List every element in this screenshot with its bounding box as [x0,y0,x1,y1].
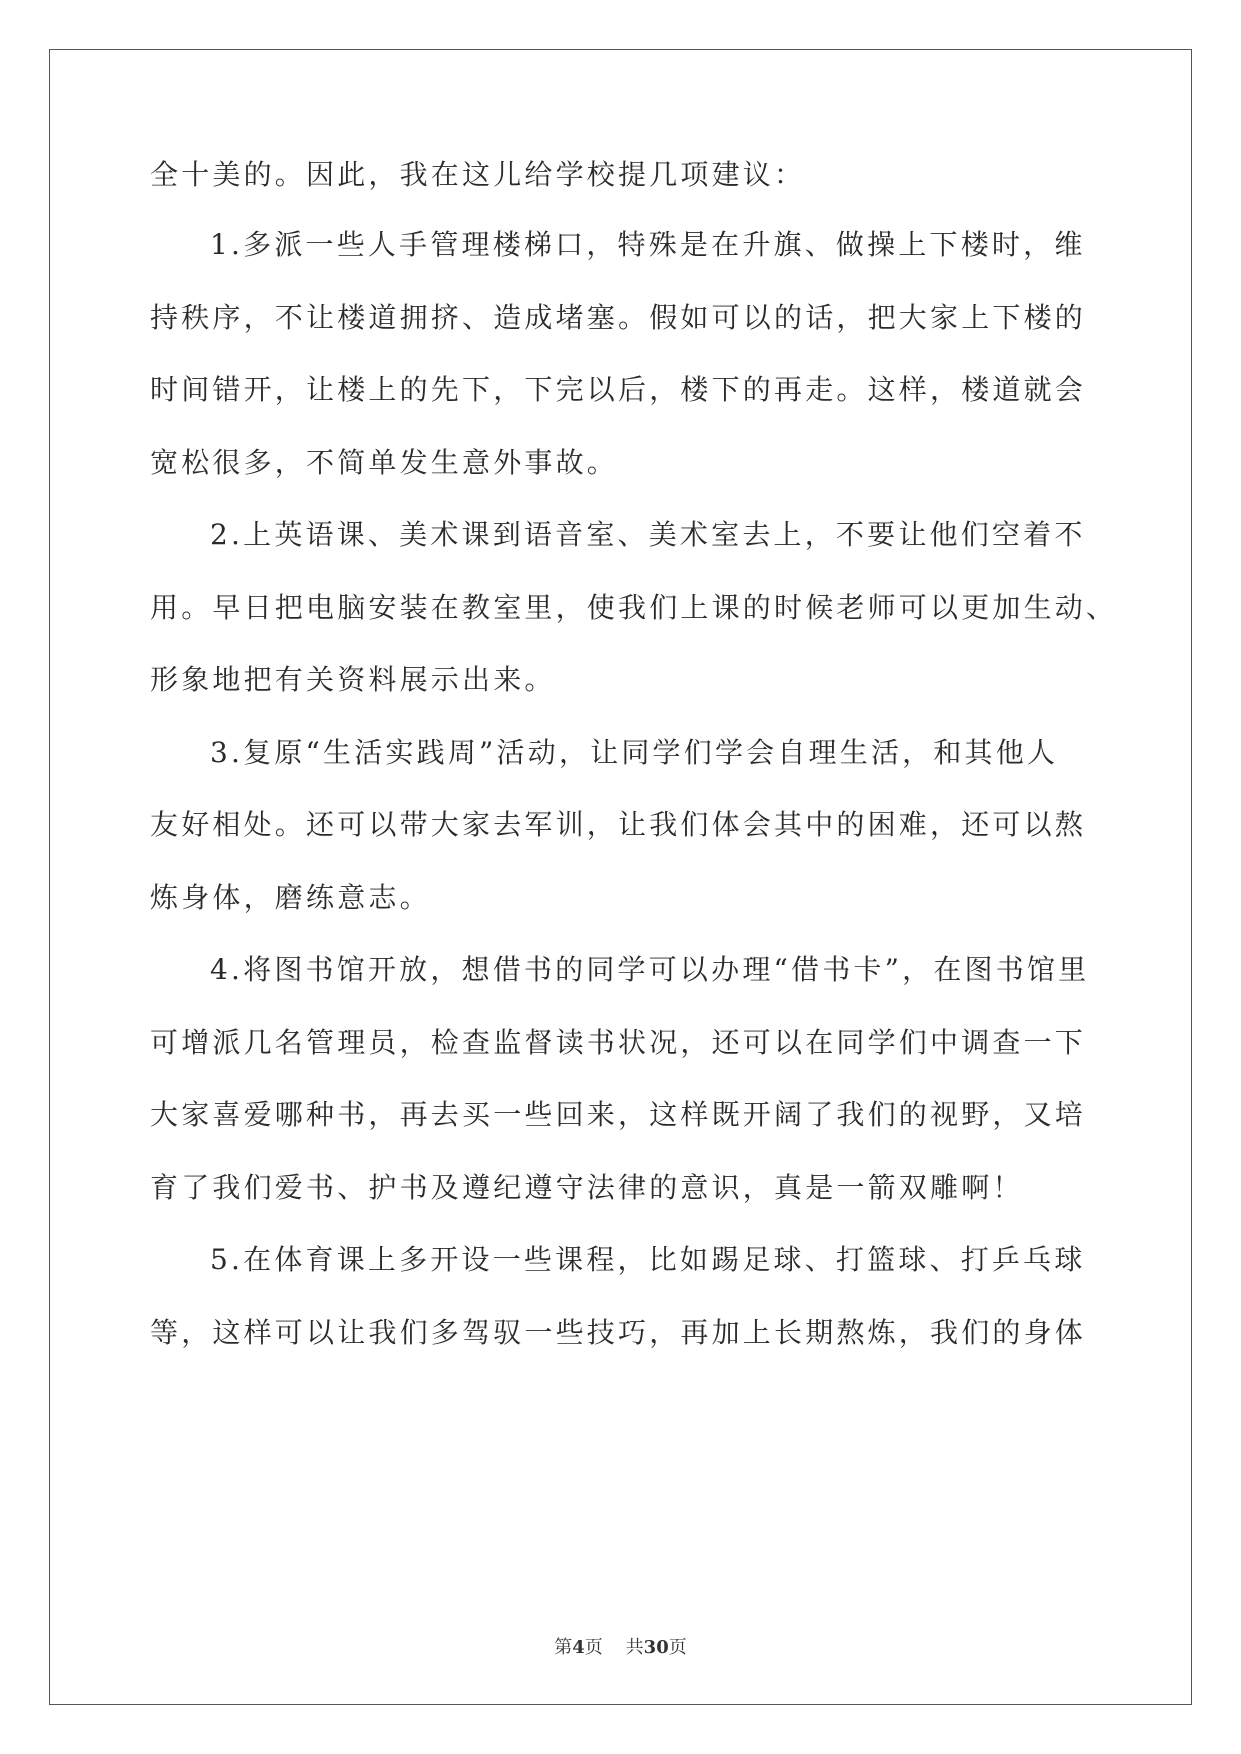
list-item-2-line: 2.上英语课、美术课到语音室、美术室去上，不要让他们空着不 [210,518,1086,551]
total-prefix: 共 [625,1637,644,1658]
text-line: 时间错开，让楼上的先下，下完以后，楼下的再走。这样，楼道就会 [150,373,1087,406]
text-line: 用。早日把电脑安装在教室里，使我们上课的时候老师可以更加生动、 [150,591,1118,624]
page-prefix: 第 [554,1637,573,1658]
list-item-5-line: 5.在体育课上多开设一些课程，比如踢足球、打篮球、打乒乓球 [210,1243,1086,1276]
page-number: 4 [572,1637,585,1658]
text-line: 大家喜爱哪种书，再去买一些回来，这样既开阔了我们的视野，又培 [150,1098,1087,1131]
list-item-1-line: 1.多派一些人手管理楼梯口，特殊是在升旗、做操上下楼时，维 [210,228,1086,261]
text-line: 育了我们爱书、护书及遵纪遵守法律的意识，真是一箭双雕啊！ [150,1171,1024,1204]
text-line: 可增派几名管理员，检查监督读书状况，还可以在同学们中调查一下 [150,1026,1087,1059]
text-line: 持秩序，不让楼道拥挤、造成堵塞。假如可以的话，把大家上下楼的 [150,301,1087,334]
page-footer [0,1636,1241,1660]
list-item-3-line: 3.复原“生活实践周”活动，让同学们学会自理生活，和其他人 [210,736,1059,769]
text-line: 友好相处。还可以带大家去军训，让我们体会其中的困难，还可以熬 [150,808,1087,841]
text-line: 全十美的。因此，我在这儿给学校提几项建议： [150,158,806,191]
text-line: 炼身体，磨练意志。 [150,881,431,914]
text-line: 等，这样可以让我们多驾驭一些技巧，再加上长期熬炼，我们的身体 [150,1316,1087,1349]
text-line: 形象地把有关资料展示出来。 [150,663,556,696]
text-line: 宽松很多，不简单发生意外事故。 [150,446,619,479]
total-pages: 30 [643,1637,669,1658]
page-suffix: 页 [584,1637,603,1658]
total-suffix: 页 [668,1637,687,1658]
list-item-4-line: 4.将图书馆开放，想借书的同学可以办理“借书卡”，在图书馆里 [210,953,1090,986]
